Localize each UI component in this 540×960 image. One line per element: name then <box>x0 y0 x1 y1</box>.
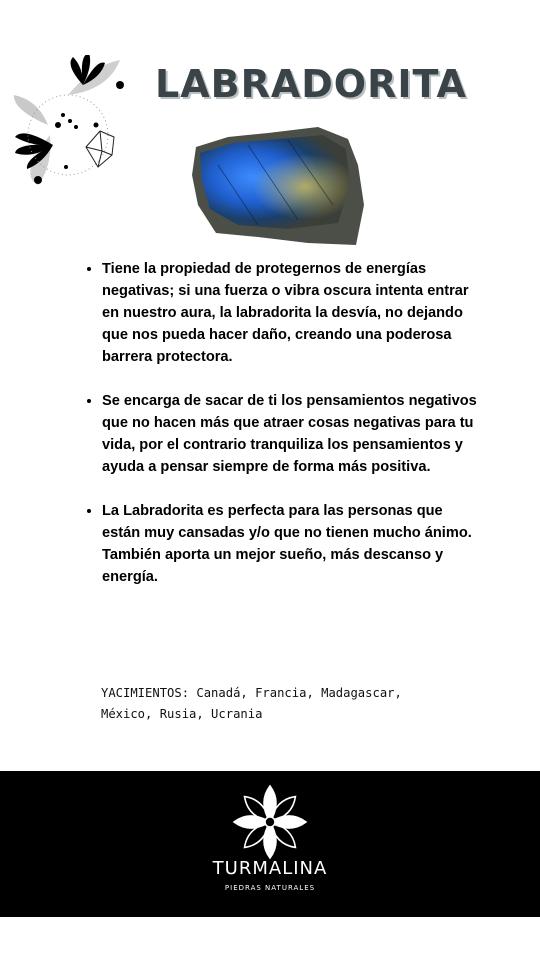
list-item: • Se encarga de sacar de ti los pensamientos negativos que no hacen más que atraer cosas negativas para tu vida, por el contrario tranquiliza los pensamientos y ayuda a pensar siempre de forma más positiva. <box>102 390 482 478</box>
properties-list <box>85 258 482 610</box>
labradorite-stone-image <box>188 125 366 251</box>
brand-name: TURMALINA <box>212 858 328 879</box>
list-item: • La Labradorita es perfecta para las personas que están muy cansadas y/o que no tienen mucho ánimo. También aporta un mejor sueño, más descanso y energía. <box>102 500 482 588</box>
deposits-text: YACIMIENTOS: Canadá, Francia, Madagascar, México, Rusia, Ucrania <box>101 686 402 721</box>
list-item: • Tiene la propiedad de protegernos de energías negativas; si una fuerza o vibra oscura intenta entrar en nuestro aura, la labradorita la desvía, no dejando que nos pueda hacer daño, creando una poderosa barrera protectora. <box>102 258 482 368</box>
page-title: LABRADORITA <box>155 62 467 106</box>
lotus-logo-icon <box>231 783 309 861</box>
floral-decoration-icon <box>8 55 128 190</box>
brand-tagline: PIEDRAS NATURALES <box>224 884 316 892</box>
